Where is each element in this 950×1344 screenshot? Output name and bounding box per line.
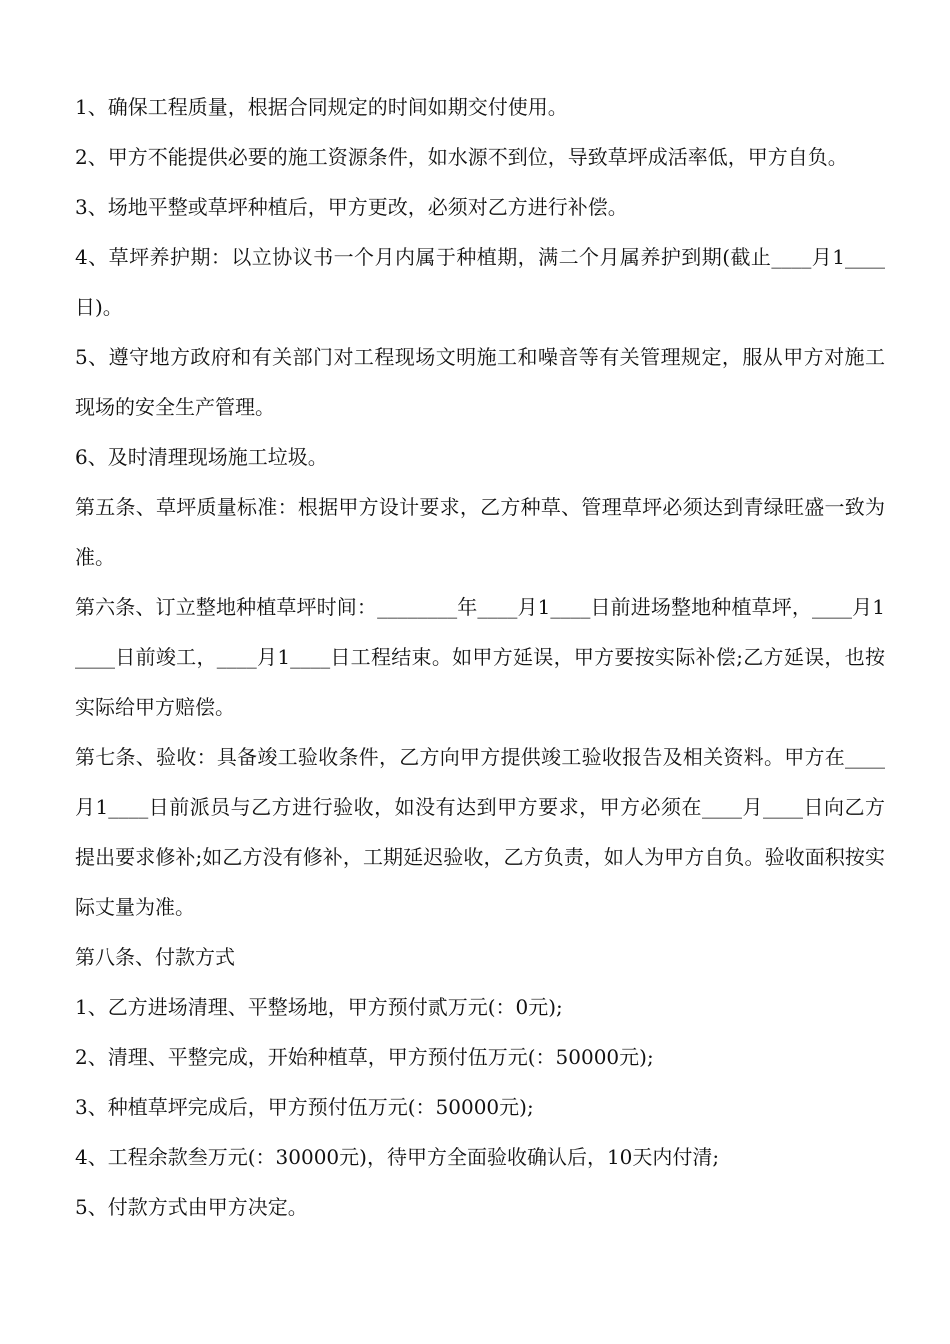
paragraph-item-6: 6、及时清理现场施工垃圾。 [75, 445, 328, 469]
payment-item-2: 2、清理、平整完成，开始种植草，甲方预付伍万元(：50000元); [75, 1045, 654, 1069]
article-8-payment-heading: 第八条、付款方式 [75, 945, 235, 969]
paragraph-item-5: 5、遵守地方政府和有关部门对工程现场文明施工和噪音等有关管理规定，服从甲方对施工现场的安全生产管理。 [75, 345, 885, 419]
payment-item-5: 5、付款方式由甲方决定。 [75, 1195, 308, 1219]
payment-item-4: 4、工程余款叁万元(：30000元)，待甲方全面验收确认后，10天内付清; [75, 1145, 720, 1169]
payment-item-3: 3、种植草坪完成后，甲方预付伍万元(：50000元); [75, 1095, 534, 1119]
paragraph-item-1: 1、确保工程质量，根据合同规定的时间如期交付使用。 [75, 95, 568, 119]
paragraph-item-4: 4、草坪养护期：以立协议书一个月内属于种植期，满二个月属养护到期(截止____月1____日)。 [75, 245, 885, 319]
article-6-schedule: 第六条、订立整地种植草坪时间：________年____月1____日前进场整地种植草坪，____月1____日前竣工，____月1____日工程结束。如甲方延误，甲方要按实际补偿;乙方延误，也按实际给甲方赔偿。 [75, 595, 885, 719]
paragraph-item-3: 3、场地平整或草坪种植后，甲方更改，必须对乙方进行补偿。 [75, 195, 628, 219]
article-7-acceptance: 第七条、验收：具备竣工验收条件，乙方向甲方提供竣工验收报告及相关资料。甲方在____月1____日前派员与乙方进行验收，如没有达到甲方要求，甲方必须在____月____日向乙方提出要求修补;如乙方没有修补，工期延迟验收，乙方负责，如人为甲方自负。验收面积按实际丈量为准。 [75, 745, 885, 919]
document-page [75, 82, 885, 1232]
article-5-quality-standard: 第五条、草坪质量标准：根据甲方设计要求，乙方种草、管理草坪必须达到青绿旺盛一致为准。 [75, 495, 885, 569]
payment-item-1: 1、乙方进场清理、平整场地，甲方预付贰万元(：0元); [75, 995, 563, 1019]
paragraph-item-2: 2、甲方不能提供必要的施工资源条件，如水源不到位，导致草坪成活率低，甲方自负。 [75, 145, 848, 169]
